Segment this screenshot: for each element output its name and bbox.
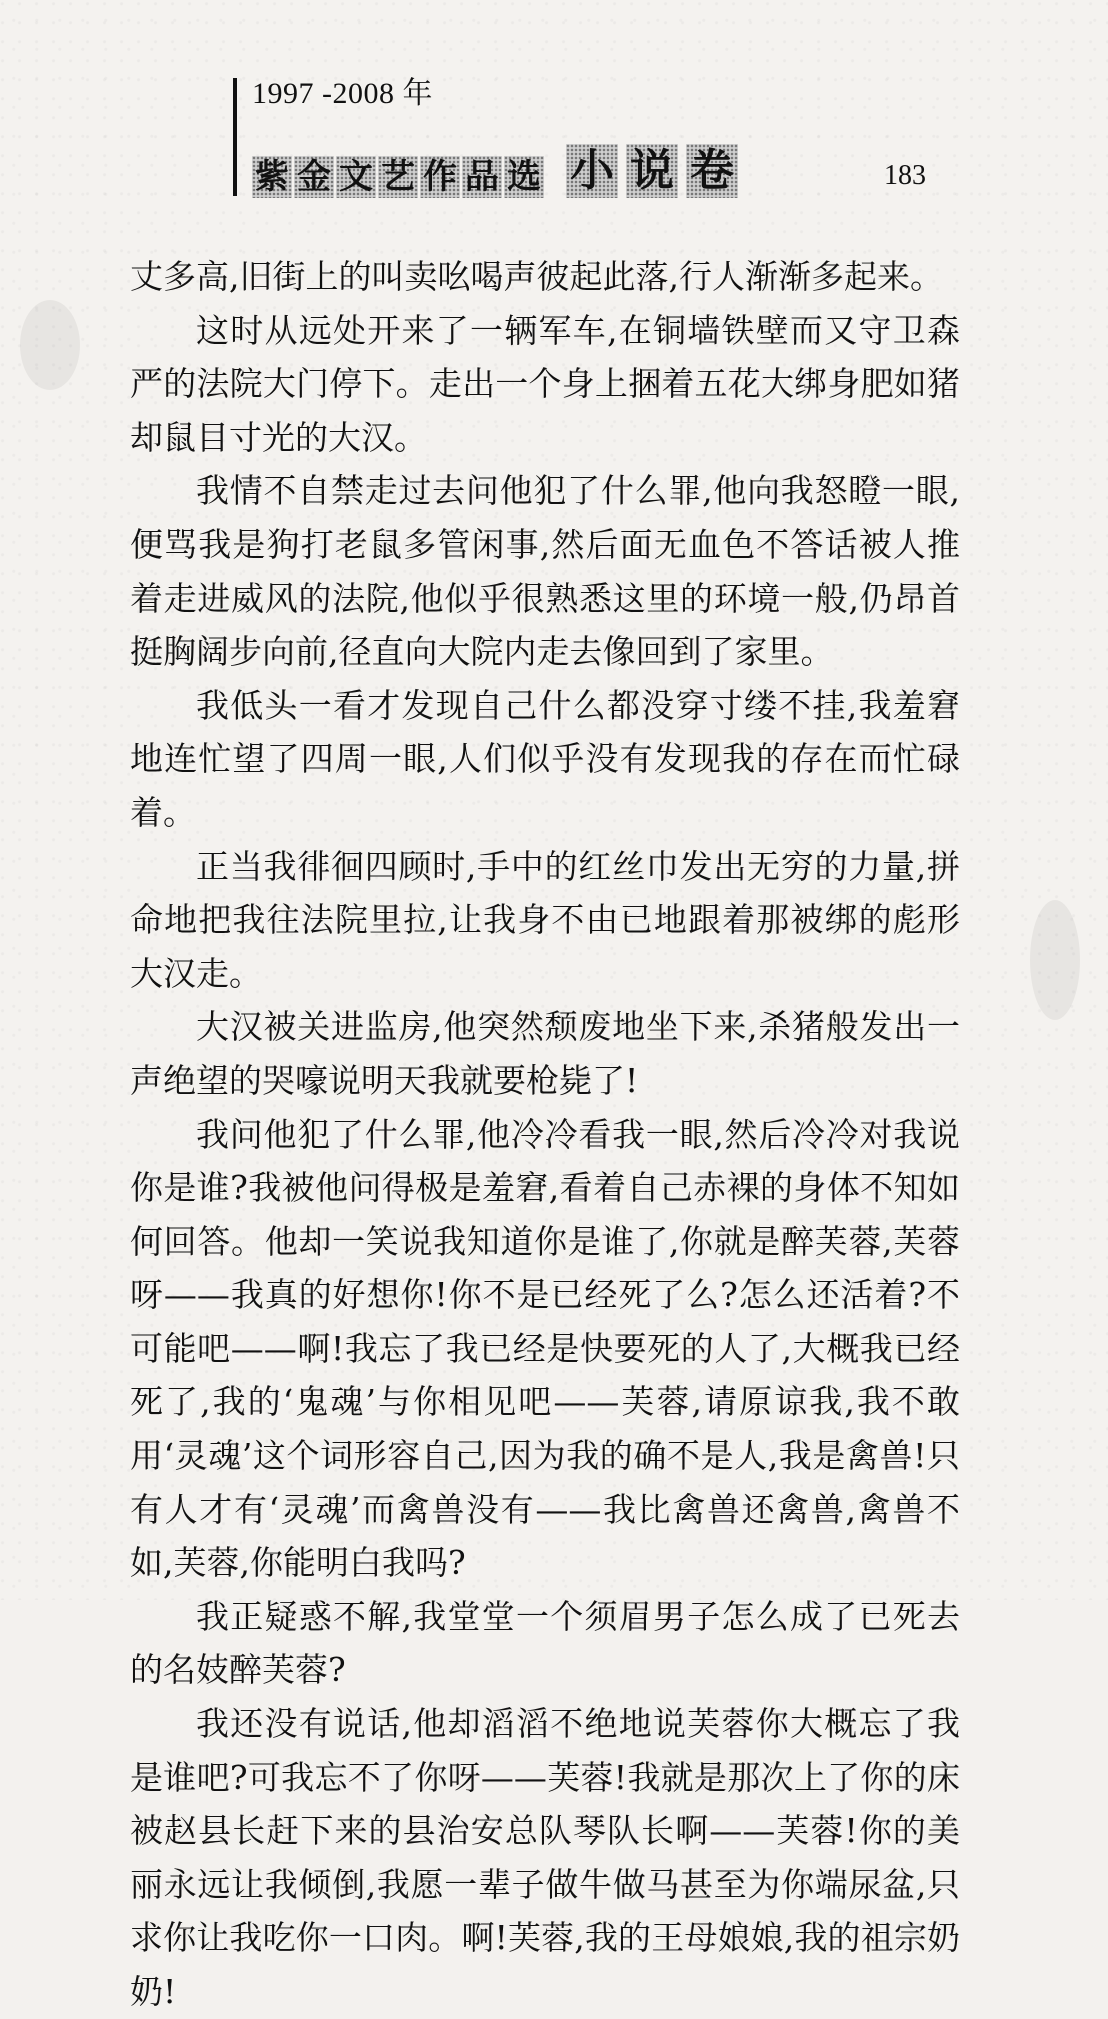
paragraph: 这时从远处开来了一辆军车,在铜墙铁壁而又守卫森严的法院大门停下。走出一个身上捆着五花大绑身肥如猪却鼠目寸光的大汉。 [130,310,960,457]
title-char: 品 [462,156,502,198]
paragraph: 正当我徘徊四顾时,手中的红丝巾发出无穷的力量,拼命地把我往法院里拉,让我身不由已地跟着那被绑的彪形大汉走。 [130,846,960,993]
title-char: 艺 [378,156,418,198]
title-char: 紫 [252,156,292,198]
body-text [130,250,960,2019]
paragraph: 我问他犯了什么罪,他冷冷看我一眼,然后冷冷对我说你是谁?我被他问得极是羞窘,看着自己赤裸的身体不知如何回答。他却一笑说我知道你是谁了,你就是醉芙蓉,芙蓉呀——我真的好想你!你不是已经死了么?怎么还活着?不可能吧——啊!我忘了我已经是快要死的人了,大概我已经死了,我的‘鬼魂’与你相见吧——芙蓉,请原谅我,我不敢用‘灵魂’这个词形容自己,因为我的确不是人,我是禽兽!只有人才有‘灵魂’而禽兽没有——我比禽兽还禽兽,禽兽不如,芙蓉,你能明白我吗? [130,1114,960,1583]
title-char: 文 [336,156,376,198]
title-char: 金 [294,156,334,198]
paper-stain [1030,900,1080,1020]
volume-char: 小 [566,144,618,198]
running-header [230,70,950,200]
paragraph: 丈多高,旧街上的叫卖吆喝声彼起此落,行人渐渐多起来。 [130,257,943,296]
volume-char: 说 [626,144,678,198]
title-char: 选 [504,156,544,198]
paragraph: 我低头一看才发现自己什么都没穿寸缕不挂,我羞窘地连忙望了四周一眼,人们似乎没有发现我的存在而忙碌着。 [130,685,960,832]
paragraph: 大汉被关进监房,他突然颓废地坐下来,杀猪般发出一声绝望的哭嚎说明天我就要枪毙了! [130,1007,960,1100]
paragraph: 我正疑惑不解,我堂堂一个须眉男子怎么成了已死去的名妓醉芙蓉? [130,1596,960,1690]
volume-char: 卷 [686,144,738,198]
paragraph: 我还没有说话,他却滔滔不绝地说芙蓉你大概忘了我是谁吧?可我忘不了你呀——芙蓉!我就是那次上了你的床被赵县长赶下来的县治安总队琴队长啊——芙蓉!你的美丽永远让我倾倒,我愿一辈子做牛做马甚至为你端尿盆,只求你让我吃你一口肉。啊!芙蓉,我的王母娘娘,我的祖宗奶奶! [130,1704,960,2011]
year-range: 1997 -2008 年 [252,77,433,110]
paper-stain [20,300,80,390]
title-char: 作 [420,156,460,198]
book-title [252,144,952,204]
header-rule [233,78,237,196]
paragraph: 我情不自禁走过去问他犯了什么罪,他向我怒瞪一眼,便骂我是狗打老鼠多管闲事,然后面无血色不答话被人推着走进威风的法院,他似乎很熟悉这里的环境一般,仍昂首挺胸阔步向前,径直向大院内走去像回到了家里。 [130,471,960,672]
page-number: 183 [884,160,926,191]
